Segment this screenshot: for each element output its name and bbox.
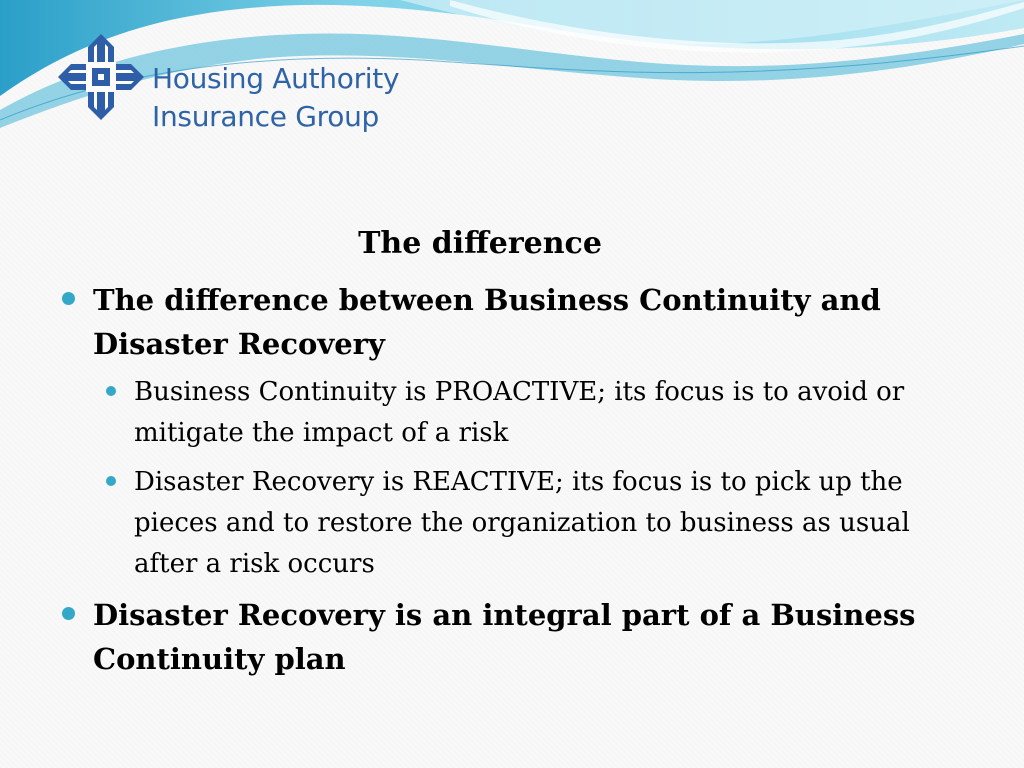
sub-bullet-icon: [106, 476, 116, 486]
sub-bullet-text: Business Continuity is PROACTIVE; its focus is to avoid or mitigate the impact of a risk: [134, 377, 905, 448]
bullet-icon: [62, 292, 75, 305]
sub-bullet-item: [62, 372, 972, 454]
bullet-item: [62, 278, 972, 366]
logo-wordmark: [152, 60, 399, 136]
logo-line-1: Housing Authority: [152, 62, 400, 95]
slide-body: [62, 278, 972, 687]
bullet-text: The difference between Business Continuity and Disaster Recovery: [93, 283, 881, 361]
bullet-text: Disaster Recovery is an integral part of a Business Continuity plan: [93, 598, 916, 676]
sub-bullet-text: Disaster Recovery is REACTIVE; its focus is to pick up the pieces and to restore the organization to business as usual after a risk occurs: [134, 467, 910, 579]
bullet-icon: [62, 607, 75, 620]
slide-title: The difference: [358, 226, 602, 261]
bullet-item: [62, 593, 972, 681]
sub-bullet-icon: [106, 386, 116, 396]
sub-bullet-item: [62, 462, 972, 585]
cross-logo-icon: [56, 32, 146, 122]
logo-line-2: Insurance Group: [152, 100, 380, 133]
company-logo: [56, 32, 416, 142]
